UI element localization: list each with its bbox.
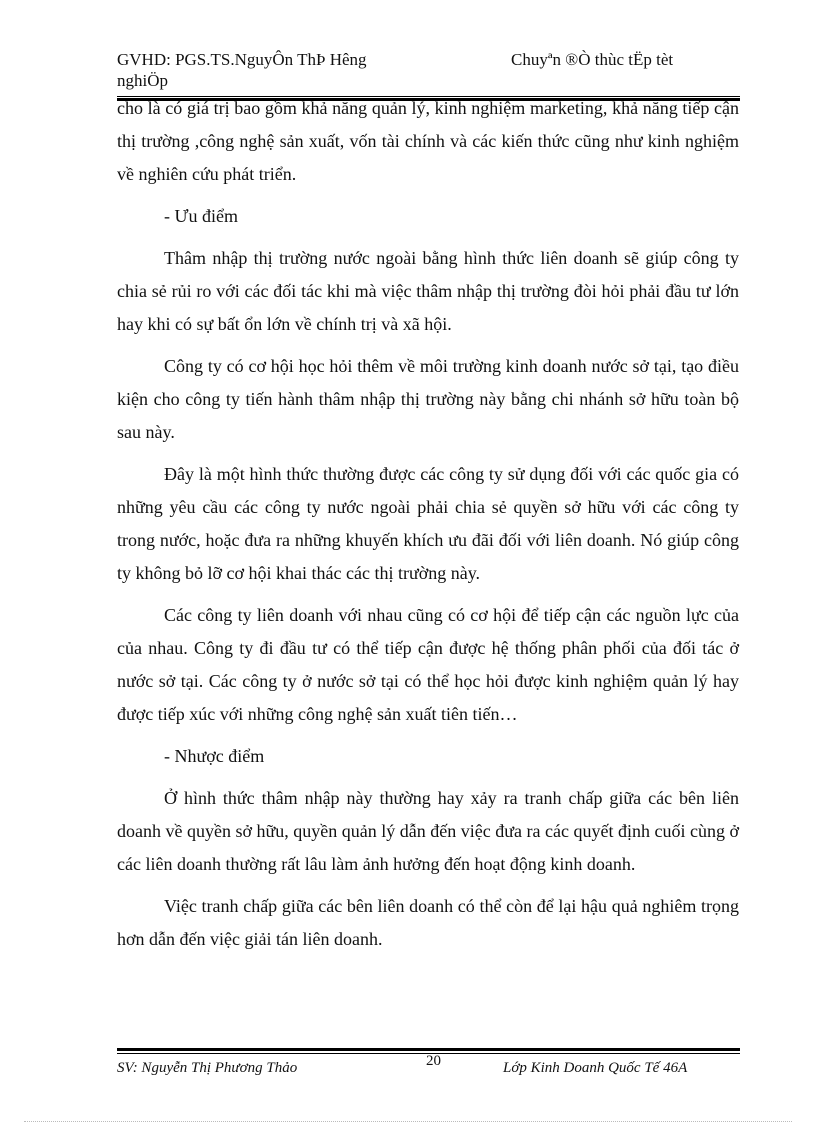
footer-class: Lớp Kinh Doanh Quốc Tế 46A — [503, 1060, 688, 1076]
page-header — [117, 49, 740, 93]
page-footer — [117, 1055, 740, 1079]
paragraph: Ở hình thức thâm nhập này thường hay xảy ra tranh chấp giữa các bên liên doanh về quyền sở hữu, quyền quản lý dẫn đến việc đưa ra các quyết định cuối cùng ở các liên doanh thường rất lâu làm ảnh hưởng đến hoạt động kinh doanh. — [117, 788, 739, 874]
page-edge-divider — [24, 1121, 792, 1122]
footer-student: SV: Nguyễn Thị Phương Thảo — [117, 1060, 298, 1076]
paragraph: Các công ty liên doanh với nhau cũng có cơ hội để tiếp cận các nguồn lực của của nhau. Công ty đi đầu tư có thể tiếp cận được hệ thống phân phối của đối tác ở nước sở tại. Các công ty ở nước sở tại có thể học hỏi được kinh nghiệm quản lý hay được tiếp xúc với những công nghệ sản xuất tiên tiến… — [117, 605, 739, 724]
header-title: Chuyªn ®Ò thùc tËp tèt — [511, 50, 674, 69]
section-heading-disadvantages: - Nhược điểm — [164, 746, 265, 766]
document-body — [117, 92, 739, 965]
paragraph: Thâm nhập thị trường nước ngoài bằng hình thức liên doanh sẽ giúp công ty chia sẻ rủi ro với các đối tác khi mà việc thâm nhập thị trường đòi hỏi phải đầu tư lớn hay khi có sự bất ổn lớn về chính trị và xã hội. — [117, 248, 739, 334]
header-advisor: GVHD: PGS.TS.NguyÔn ThÞ Hêng nghiÖp — [117, 50, 367, 90]
paragraph: Công ty có cơ hội học hỏi thêm về môi trường kinh doanh nước sở tại, tạo điều kiện cho công ty tiến hành thâm nhập thị trường này bằng chi nhánh sở hữu toàn bộ sau này. — [117, 356, 739, 442]
paragraph: Đây là một hình thức thường được các công ty sử dụng đối với các quốc gia có những yêu cầu các công ty nước ngoài phải chia sẻ quyền sở hữu với các công ty trong nước, hoặc đưa ra những khuyến khích ưu đãi đối với liên doanh. Nó giúp công ty không bỏ lỡ cơ hội khai thác các thị trường này. — [117, 464, 739, 583]
section-heading-advantages: - Ưu điểm — [164, 206, 238, 226]
paragraph: Việc tranh chấp giữa các bên liên doanh có thể còn để lại hậu quả nghiêm trọng hơn dẫn đến việc giải tán liên doanh. — [117, 896, 739, 949]
paragraph: cho là có giá trị bao gồm khả năng quản lý, kinh nghiệm marketing, khả năng tiếp cận thị trường ,công nghệ sản xuất, vốn tài chính và các kiến thức cũng như kinh nghiệm về nghiên cứu phát triển. — [117, 98, 739, 184]
page-number: 20 — [426, 1053, 441, 1069]
